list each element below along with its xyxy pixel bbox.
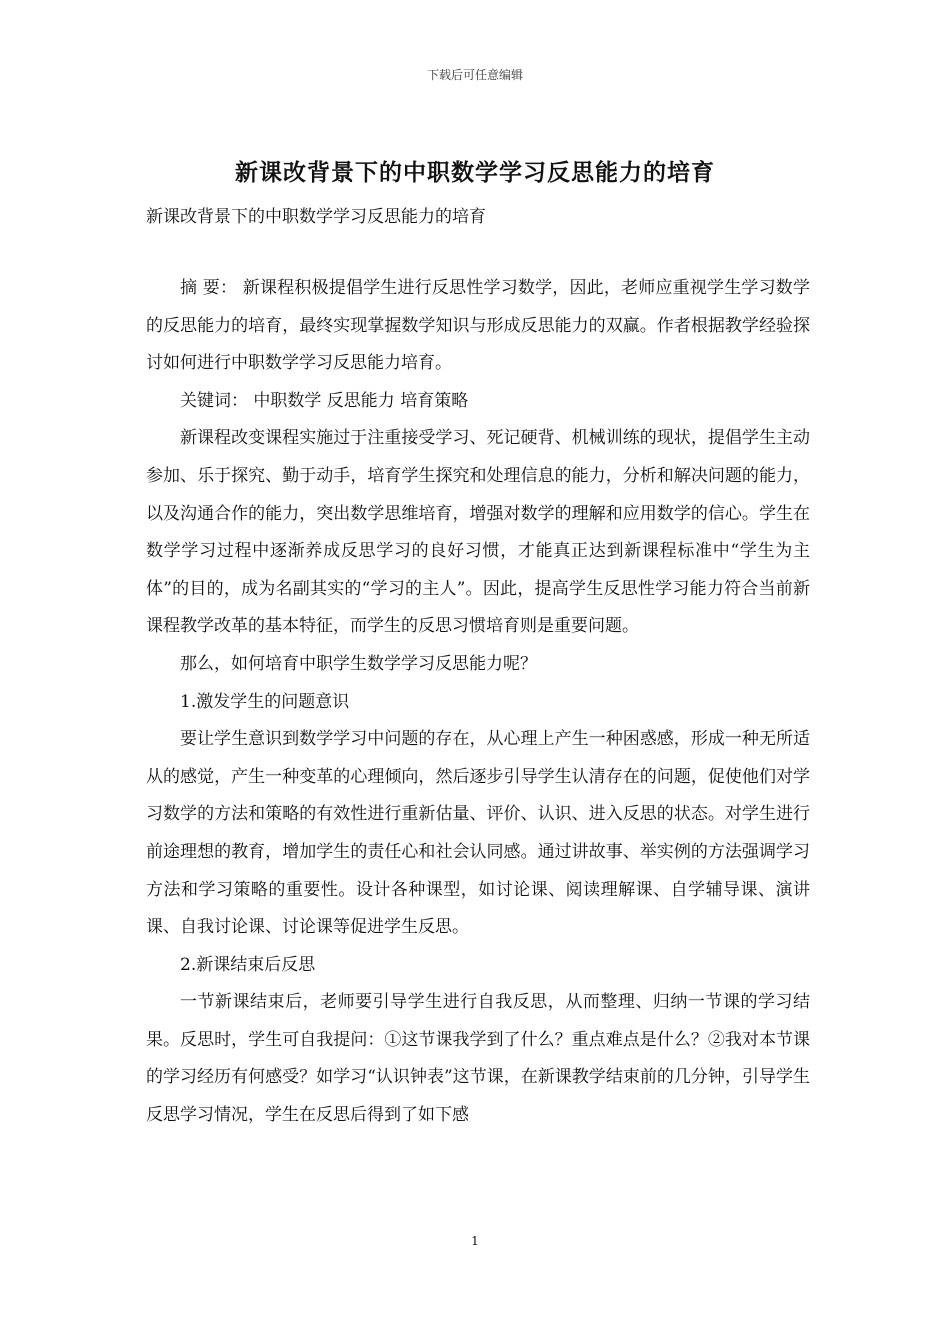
header-note: 下载后可任意编辑 [426,68,523,82]
document-subtitle: 新课改背景下的中职数学学习反思能力的培育 [146,207,486,227]
document-title: 新课改背景下的中职数学学习反思能力的培育 [235,159,715,186]
page-number: 1 [471,1234,479,1248]
keywords-paragraph: 关键词： 中职数学 反思能力 培育策略 [180,390,469,411]
section-heading: 1.激发学生的问题意识 [180,691,350,712]
body-paragraph: 一节新课结束后，老师要引导学生进行自我反思，从而整理、归纳一节课的学习结果。反思时，学生可自我提问：①这节课我学到了什么？重点难点是什么？②我对本节课的学习经历有何感受？如学习“认识钟表”这节课，在新课教学结束前的几分钟，引导学生反思学习情况，学生在反思后得到了如下感 [146,992,810,1126]
body-paragraph: 那么，如何培育中职学生数学学习反思能力呢？ [180,653,537,674]
body-paragraph: 要让学生意识到数学学习中问题的存在，从心理上产生一种困惑感，形成一种无所适从的感觉，产生一种变革的心理倾向，然后逐步引导学生认清存在的问题，促使他们对学习数学的方法和策略的有效性进行重新估量、评价、认识、进入反思的状态。对学生进行前途理想的教育，增加学生的责任心和社会认同感。通过讲故事、举实例的方法强调学习方法和学习策略的重要性。设计各种课型，如讨论课、阅读理解课、自学辅导课、演讲课、自我讨论课、讨论课等促进学生反思。 [146,729,810,938]
body-paragraph: 新课程改变课程实施过于注重接受学习、死记硬背、机械训练的现状，提倡学生主动参加、乐于探究、勤于动手，培育学生探究和处理信息的能力，分析和解决问题的能力，以及沟通合作的能力，突出数学思维培育，增强对数学的理解和应用数学的信心。学生在数学学习过程中逐渐养成反思学习的良好习惯，才能真正达到新课程标准中“学生为主体”的目的，成为名副其实的“学习的主人”。因此，提高学生反思性学习能力符合当前新课程教学改革的基本特征，而学生的反思习惯培育则是重要问题。 [146,428,810,637]
abstract-paragraph: 摘 要： 新课程积极提倡学生进行反思性学习数学，因此，老师应重视学生学习数学的反思能力的培育，最终实现掌握数学知识与形成反思能力的双赢。作者根据教学经验探讨如何进行中职数学学习反思能力培育。 [146,278,810,374]
document-body [146,270,810,1135]
section-heading: 2.新课结束后反思 [180,954,316,975]
